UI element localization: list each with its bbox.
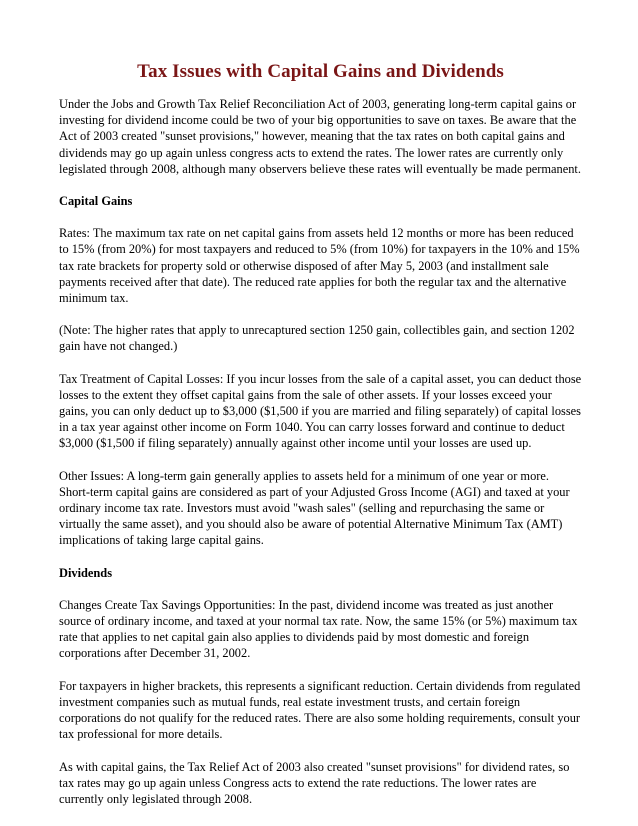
dividends-higher-brackets-paragraph: For taxpayers in higher brackets, this represents a significant reduction. Certain dividends from regulated investment companies such as mutual funds, real estate investment trusts, and certain foreign corporations do not qualify for the reduced rates. There are also some holding requirements, consult your tax professional for more details. bbox=[59, 678, 581, 742]
intro-paragraph: Under the Jobs and Growth Tax Relief Reconciliation Act of 2003, generating long-term capital gains or investing for dividend income could be two of your big opportunities to save on taxes. Be aware that the Act of 2003 created "sunset provisions," however, meaning that the tax rates on both capital gains and dividends may go up again unless congress acts to extend the rates. The lower rates are currently only legislated through 2008, although many observers believe these rates will eventually be made permanent. bbox=[59, 97, 581, 176]
document-page bbox=[59, 60, 582, 823]
document-title: Tax Issues with Capital Gains and Dividends bbox=[137, 61, 504, 82]
capital-losses-paragraph: Tax Treatment of Capital Losses: If you incur losses from the sale of a capital asset, you can deduct those losses to the extent they offset capital gains from the sale of other assets. If your losses exceed your gains, you can only deduct up to $3,000 ($1,500 if you are married and filing separately) of capital losses in a tax year against other income on Form 1040. You can carry losses forward and continue to deduct $3,000 ($1,500 if filing separately) annually against other income until your losses are used up. bbox=[59, 371, 582, 451]
capital-gains-note-paragraph: (Note: The higher rates that apply to unrecaptured section 1250 gain, collectibles gain, and section 1202 gain have not changed.) bbox=[59, 323, 575, 354]
dividends-heading: Dividends bbox=[59, 565, 113, 580]
dividends-sunset-paragraph: As with capital gains, the Tax Relief Act of 2003 also created "sunset provisions" for dividend rates, so tax rates may go up again unless Congress acts to extend the rate reductions. The lower rates are currently only legislated through 2008. bbox=[59, 759, 570, 806]
dividends-changes-paragraph: Changes Create Tax Savings Opportunities: In the past, dividend income was treated as just another source of ordinary income, and taxed at your normal tax rate. Now, the same 15% (or 5%) maximum tax rate that applies to net capital gain also applies to dividends paid by most domestic and foreign corporations after December 31, 2002. bbox=[59, 597, 578, 661]
capital-gains-heading: Capital Gains bbox=[59, 194, 133, 209]
other-issues-paragraph: Other Issues: A long-term gain generally applies to assets held for a minimum of one year or more. Short-term capital gains are considered as part of your Adjusted Gross Income (AGI) and taxed at your ordinary income tax rate. Investors must avoid "wash sales" (selling and repurchasing the same or virtually the same asset), and you should also be aware of potential Alternative Minimum Tax (AMT) implications of taking large capital gains. bbox=[59, 468, 570, 548]
capital-gains-rates-paragraph: Rates: The maximum tax rate on net capital gains from assets held 12 months or more has been reduced to 15% (from 20%) for most taxpayers and reduced to 5% (from 10%) for taxpayers in the 10% and 15% tax rate brackets for property sold or otherwise disposed of after May 5, 2003 (and installment sale payments received after that date). The reduced rate applies for both the regular tax and the alternative minimum tax. bbox=[59, 226, 580, 306]
